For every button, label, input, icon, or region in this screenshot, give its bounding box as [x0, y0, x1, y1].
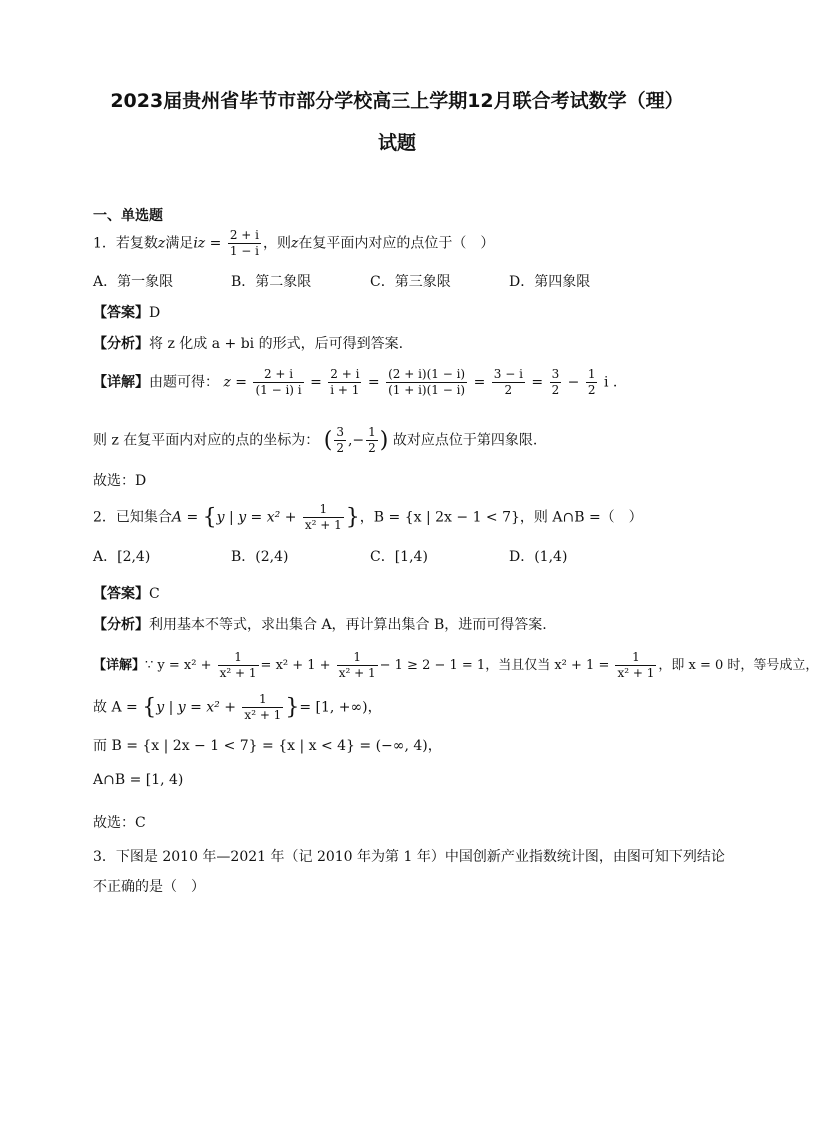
frac-num: 1	[218, 650, 259, 666]
frac-den: x² + 1	[338, 666, 376, 680]
paren-right: )	[379, 428, 389, 453]
q1-text-mid: 满足	[165, 235, 194, 252]
q2-frac	[303, 502, 344, 533]
eq-eq: =	[367, 374, 380, 391]
analysis-text: 将 z 化成 a + bi 的形式，后可得到答案.	[149, 336, 404, 352]
q2-d2c: = [1, +∞)，	[299, 699, 382, 716]
question-1-stem	[93, 228, 494, 259]
brace-left: {	[142, 695, 157, 720]
q2-d2b: y | y = x² +	[156, 699, 236, 716]
q2-d1-frac-1	[218, 650, 259, 681]
q2-option-c: C．[1,4)	[370, 549, 428, 565]
coord-frac-1	[334, 425, 346, 456]
coord-frac-2	[366, 425, 378, 456]
q1-var: z	[157, 235, 166, 252]
eq-frac-2-num: 2 + i	[330, 367, 360, 381]
q2-detail-line1	[93, 650, 818, 681]
q1-var-2: z	[290, 235, 299, 252]
eq-frac-3-num: (2 + i)(1 − i)	[388, 367, 466, 381]
q1-answer	[93, 302, 160, 322]
q2-d1d: ，即 x = 0 时，等号成立，	[658, 658, 818, 673]
q2-option-d: D．(1,4)	[509, 549, 568, 565]
q2-d1c: − 1 ≥ 2 − 1 = 1，当且仅当 x² + 1 =	[379, 658, 610, 673]
frac-num: 1	[615, 650, 656, 666]
q2-d1-frac-3	[615, 650, 656, 681]
document-title-line2: 试题	[377, 132, 416, 154]
q2-option-b: B．(2,4)	[231, 549, 289, 565]
q2-set-b: ，B = {x | 2x − 1 < 7}，则 A∩B =（ ）	[359, 509, 643, 526]
q1-choose: 故选：D	[93, 473, 147, 489]
q2-choose: 故选：C	[93, 815, 146, 831]
eq-frac-3	[386, 367, 467, 398]
eq-frac-4-num: 3 − i	[493, 367, 523, 381]
eq-frac-1-den: (1 − i) i	[255, 383, 302, 397]
analysis-text: 利用基本不等式，求出集合 A，再计算出集合 B，进而可得答案.	[149, 617, 547, 633]
answer-tag: 【答案】	[93, 586, 149, 602]
frac-den: x² + 1	[244, 708, 282, 722]
q2-d1b: = x² + 1 +	[260, 658, 331, 673]
q1-coordinate: 则 z 在复平面内对应的点的坐标为： ( $\frac{3}{2}$ ,− $\frac{1}{2}$ ) 故对应点位于第四象限.	[93, 425, 538, 455]
document-title-line1: 2023届贵州省毕节市部分学校高三上学期12月联合考试数学（理）	[110, 90, 684, 112]
detail-pre: 由题可得：	[149, 374, 219, 391]
q2-detail-line3: 而 B = {x | 2x − 1 < 7} = {x | x < 4} = (−∞, 4)，	[93, 738, 442, 754]
question-3-line1: 3．下图是 2010 年—2021 年（记 2010 年为第 1 年）中国创新产业指数统计图，由图可知下列结论	[93, 849, 725, 865]
q2-set-a: A =	[171, 509, 199, 526]
q1-detail	[93, 367, 617, 398]
q2-frac-num: 1	[303, 502, 344, 518]
q1-option-c: C．第三象限	[370, 274, 451, 290]
answer-value: D	[149, 305, 161, 321]
q2-detail-line2	[93, 692, 382, 723]
q1-lhs: iz =	[193, 235, 222, 252]
brace-right: }	[345, 505, 360, 530]
eq-frac-1	[253, 367, 303, 398]
eq-frac-2	[328, 367, 361, 398]
coord-frac-1-num: 3	[336, 425, 344, 439]
eq-tail: i .	[603, 374, 618, 391]
q1-option-a: A．第一象限	[93, 274, 174, 290]
detail-tag: 【详解】	[93, 374, 149, 391]
eq-frac-2-den: i + 1	[330, 383, 360, 397]
q1-option-b: B．第二象限	[231, 274, 312, 290]
coord-frac-2-den: 2	[368, 441, 376, 455]
q2-d2-frac	[242, 692, 283, 723]
eq-frac-5-num: 3	[551, 367, 560, 381]
coord-frac-1-den: 2	[336, 441, 344, 455]
brace-left: {	[202, 505, 217, 530]
brace-right: }	[285, 695, 300, 720]
q1-frac-den: 1 − i	[229, 244, 259, 258]
eq-frac-4	[492, 367, 525, 398]
q1-text-post: ，则	[262, 235, 291, 252]
question-3-line2: 不正确的是（ ）	[93, 879, 205, 895]
q2-set-a-body: y | y = x² +	[216, 509, 297, 526]
coord-frac-2-num: 1	[368, 425, 376, 439]
question-2-stem	[93, 502, 643, 533]
frac-num: 1	[337, 650, 378, 666]
q1-fraction	[228, 228, 261, 259]
q2-stem-pre: 2．已知集合	[93, 509, 172, 526]
eq-frac-1-num: 2 + i	[253, 367, 303, 383]
q1-number: 1．	[93, 235, 116, 252]
eq-frac-4-den: 2	[504, 383, 513, 397]
q1-text-pre: 若复数	[115, 235, 158, 252]
q1-frac-num: 2 + i	[229, 228, 259, 242]
detail-tag: 【详解】	[93, 658, 146, 673]
eq-frac-6	[586, 367, 598, 398]
eq-frac-6-den: 2	[587, 383, 596, 397]
q2-analysis	[93, 614, 547, 634]
analysis-tag: 【分析】	[93, 336, 149, 352]
eq-frac-6-num: 1	[587, 367, 596, 381]
q2-frac-den: x² + 1	[304, 518, 342, 532]
eq-frac-5-den: 2	[551, 383, 560, 397]
q2-detail-line4: A∩B = [1, 4)	[93, 772, 184, 788]
q2-d1: ∵ y = x² +	[145, 658, 212, 673]
answer-tag: 【答案】	[93, 305, 149, 321]
q2-option-a: A．[2,4)	[93, 549, 151, 565]
eq-frac-3-den: (1 + i)(1 − i)	[388, 383, 466, 397]
answer-value: C	[149, 586, 160, 602]
frac-den: x² + 1	[219, 666, 257, 680]
eq-minus: −	[567, 374, 580, 391]
eq-eq: =	[473, 374, 486, 391]
paren-left: (	[323, 428, 333, 453]
eq-frac-5	[550, 367, 562, 398]
coord-post: 故对应点位于第四象限.	[392, 432, 538, 449]
analysis-tag: 【分析】	[93, 617, 149, 633]
eq-part: z =	[223, 374, 248, 391]
q1-option-d: D．第四象限	[509, 274, 591, 290]
coord-pre: 则 z 在复平面内对应的点的坐标为：	[93, 432, 320, 449]
q1-text-post2: 在复平面内对应的点位于（ ）	[298, 235, 495, 252]
q2-d1-frac-2	[337, 650, 378, 681]
frac-den: x² + 1	[617, 666, 655, 680]
frac-num: 1	[242, 692, 283, 708]
eq-eq: =	[310, 374, 322, 391]
q2-d2: 故 A =	[93, 699, 138, 716]
eq-eq: =	[531, 374, 544, 391]
q1-analysis	[93, 333, 403, 353]
section-heading: 一、单选题	[93, 208, 163, 224]
q2-answer	[93, 583, 160, 603]
